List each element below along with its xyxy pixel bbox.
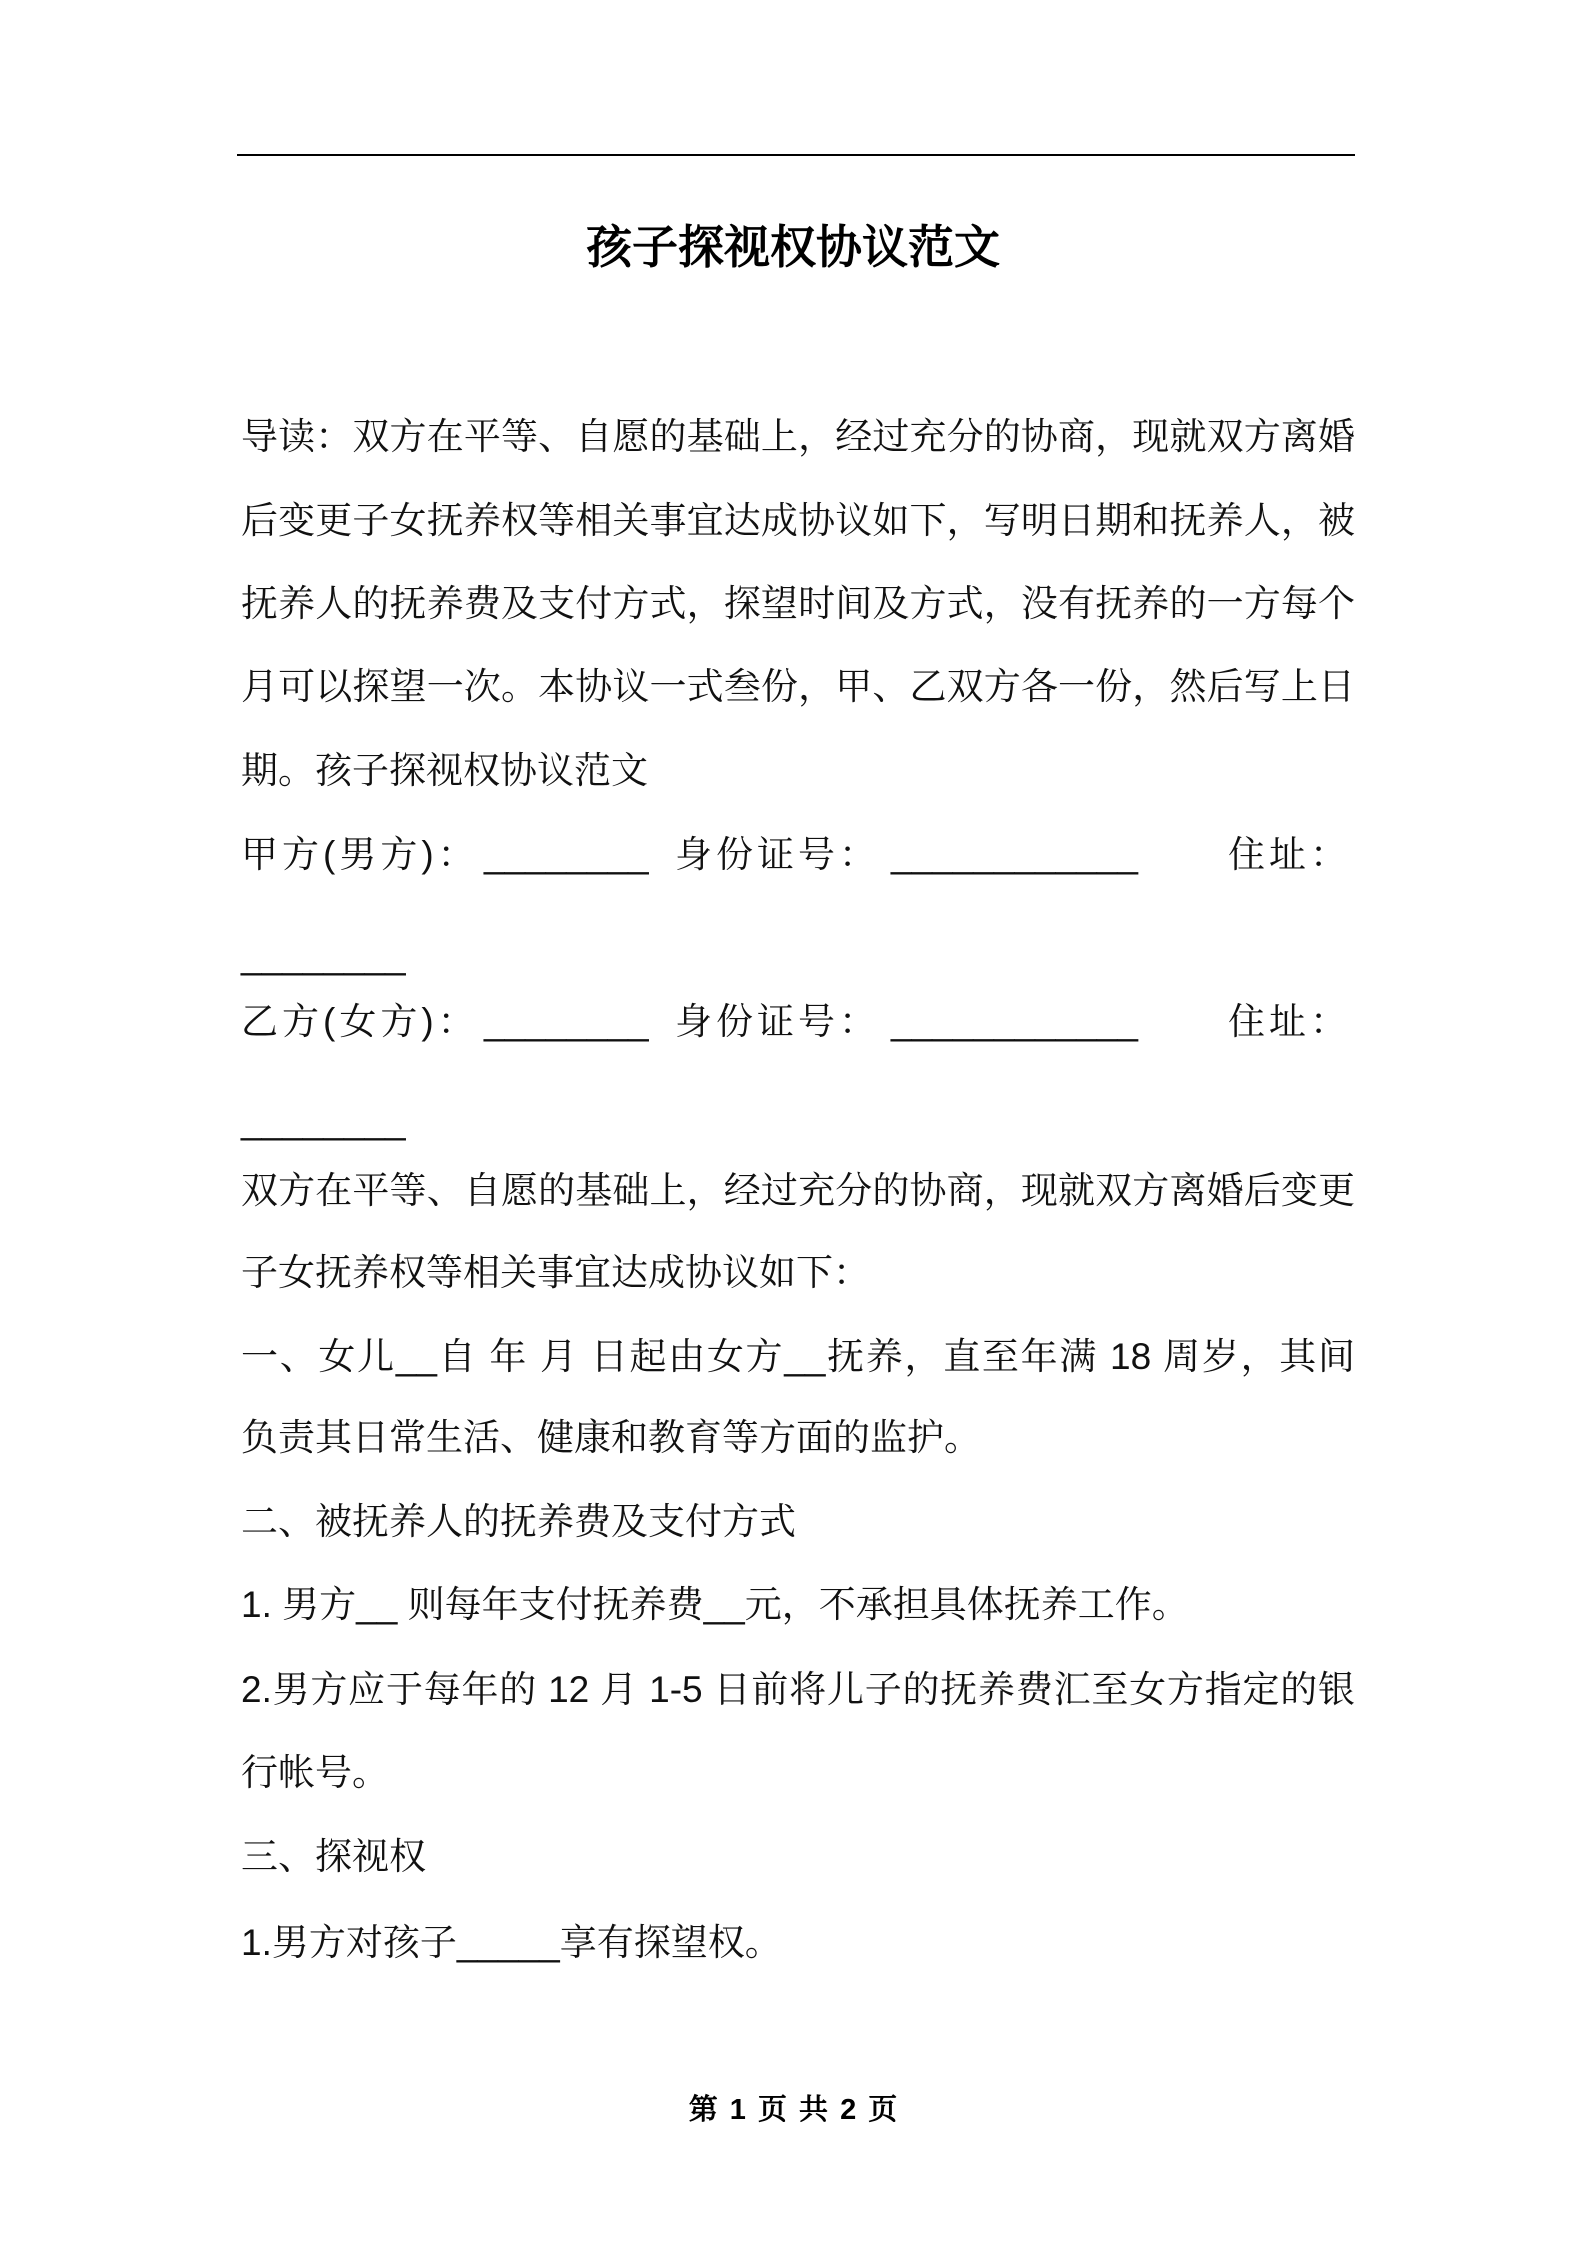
party-a-address-blank: ________	[241, 935, 406, 976]
party-b-name-blank: ________	[484, 1001, 649, 1042]
clause-2-2-line: 2.男方应于每年的 12 月 1-5 日前将儿子的抚养费汇至女方指定的银	[241, 1669, 1355, 1710]
party-a-label: 甲方(男方)：	[241, 834, 479, 875]
intro-line: 期。孩子探视权协议范文	[241, 750, 648, 791]
clause-2-2-line: 行帐号。	[241, 1752, 389, 1793]
section-heading-3: 三、探视权	[241, 1836, 426, 1877]
clause-1-line: 一、女儿__自 年 月 日起由女方__抚养，直至年满 18 周岁，其间	[241, 1336, 1355, 1377]
party-b-address-label: 住址：	[1228, 1001, 1351, 1042]
party-b-label: 乙方(女方)：	[241, 1001, 479, 1042]
body-line: 双方在平等、自愿的基础上，经过充分的协商，现就双方离婚后变更	[241, 1170, 1355, 1211]
body-line: 子女抚养权等相关事宜达成协议如下：	[241, 1252, 870, 1293]
intro-line: 月可以探望一次。本协议一式叁份，甲、乙双方各一份，然后写上日	[241, 666, 1355, 707]
party-b-row	[241, 980, 1355, 1063]
party-a-id-label: 身份证号：	[675, 834, 880, 875]
intro-line: 抚养人的抚养费及支付方式，探望时间及方式，没有抚养的一方每个	[241, 583, 1355, 624]
intro-line: 导读：双方在平等、自愿的基础上，经过充分的协商，现就双方离婚	[241, 416, 1355, 457]
party-b-address-blank: ________	[241, 1100, 406, 1141]
document-title: 孩子探视权协议范文	[586, 221, 1000, 273]
party-b-id-blank: ____________	[891, 1001, 1138, 1042]
page-indicator: 第 1 页 共 2 页	[688, 2094, 898, 2126]
party-a-row	[241, 813, 1355, 896]
section-heading-2: 二、被抚养人的抚养费及支付方式	[241, 1501, 796, 1542]
party-b-id-label: 身份证号：	[675, 1001, 880, 1042]
header-rule	[237, 154, 1355, 156]
clause-3-1-line: 1.男方对孩子_____享有探望权。	[241, 1922, 782, 1963]
party-a-id-blank: ____________	[891, 834, 1138, 875]
intro-line: 后变更子女抚养权等相关事宜达成协议如下，写明日期和抚养人，被	[241, 500, 1355, 541]
clause-2-1-line: 1. 男方__ 则每年支付抚养费__元，不承担具体抚养工作。	[241, 1584, 1189, 1625]
party-a-name-blank: ________	[484, 834, 649, 875]
party-a-address-label: 住址：	[1228, 834, 1351, 875]
clause-1-line: 负责其日常生活、健康和教育等方面的监护。	[241, 1417, 981, 1458]
